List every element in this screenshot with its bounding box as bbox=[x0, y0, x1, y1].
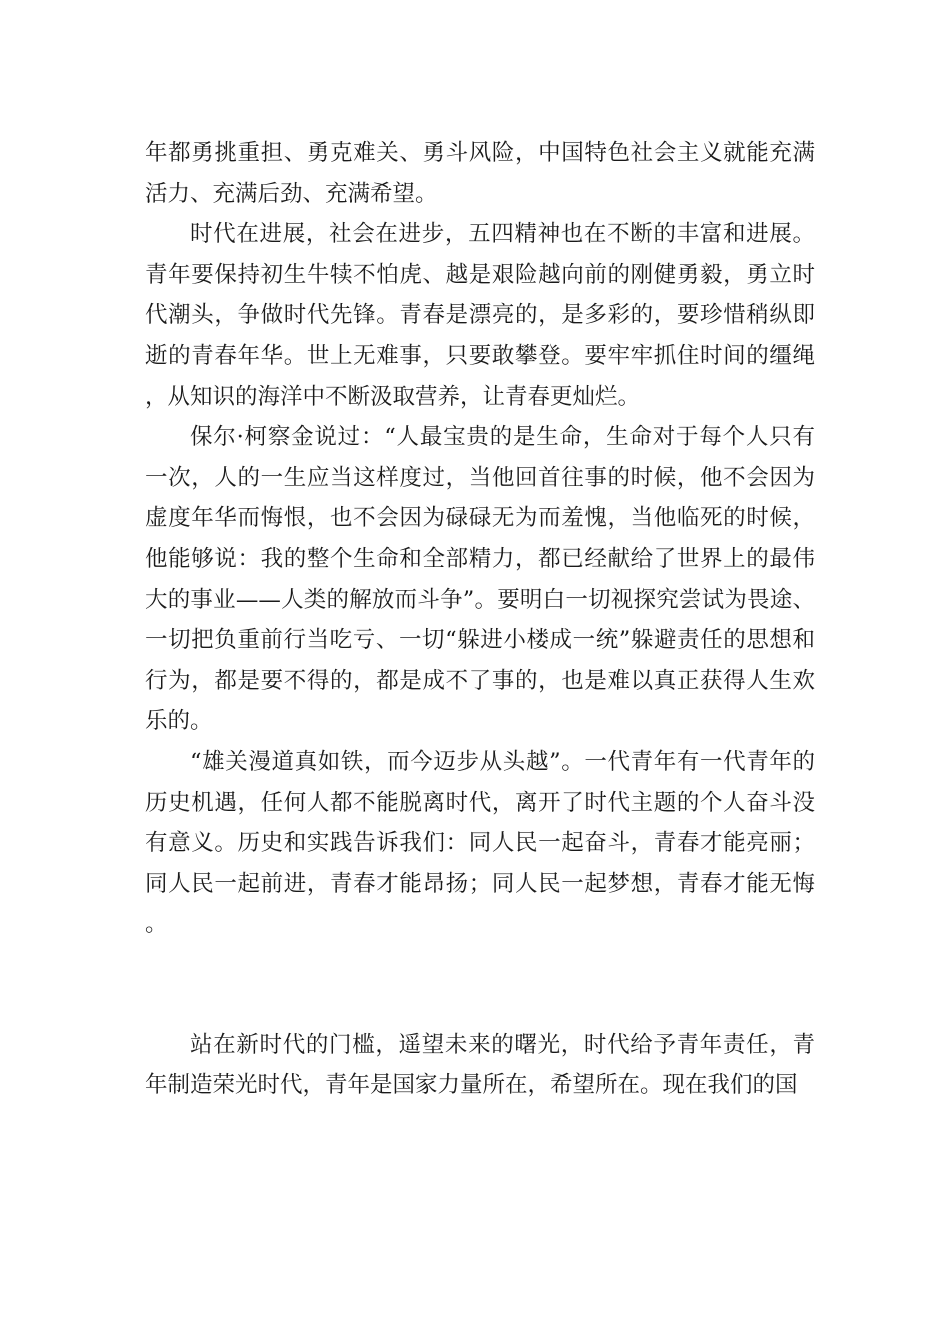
paragraph-continued: 年都勇挑重担、勇克难关、勇斗风险，中国特色社会主义就能充满活力、充满后劲、充满希望。 bbox=[145, 140, 815, 207]
paragraph: 保尔·柯察金说过：“人最宝贵的是生命，生命对于每个人只有一次，人的一生应当这样度过，当他回首往事的时候，他不会因为虚度年华而悔恨，也不会因为碌碌无为而羞愧，当他临死的时候，他能够说：我的整个生命和全部精力，都已经献给了世界上的最伟大的事业——人类的解放而斗争”。要明白一切视探究尝试为畏途、一切把负重前行当吃亏、一切“躲进小楼成一统”躲避责任的思想和行为，都是要不得的，都是成不了事的，也是难以真正获得人生欢乐的。 bbox=[145, 424, 815, 735]
paragraph: “雄关漫道真如铁，而今迈步从头越”。一代青年有一代青年的历史机遇，任何人都不能脱离时代，离开了时代主题的个人奋斗没有意义。历史和实践告诉我们：同人民一起奋斗，青春才能亮丽；同人民一起前进，青春才能昂扬；同人民一起梦想，青春才能无悔。 bbox=[145, 748, 815, 938]
paragraph-spacer bbox=[145, 945, 815, 1025]
paragraph: 时代在进展，社会在进步，五四精神也在不断的丰富和进展。青年要保持初生牛犊不怕虎、越是艰险越向前的刚健勇毅，勇立时代潮头，争做时代先锋。青春是漂亮的，是多彩的，要珍惜稍纵即逝的青春年华。世上无难事，只要敢攀登。要牢牢抓住时间的缰绳，从知识的海洋中不断汲取营养，让青春更灿烂。 bbox=[145, 221, 815, 410]
document-body bbox=[145, 133, 815, 1106]
paragraph: 站在新时代的门槛，遥望未来的曙光，时代给予青年责任，青年制造荣光时代，青年是国家力量所在，希望所在。现在我们的国 bbox=[145, 1031, 815, 1099]
